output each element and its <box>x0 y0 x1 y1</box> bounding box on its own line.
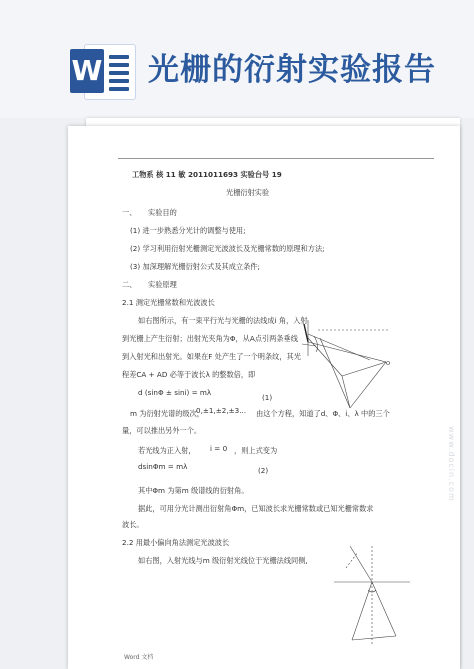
banner <box>0 0 474 118</box>
subsection-2-1: 2.1 测定光栅常数和光波波长 <box>122 298 215 307</box>
text-line-5a: m 为衍射光谱的级次， <box>130 409 204 418</box>
diffraction-diagram <box>300 316 400 416</box>
watermark: www.docin.com <box>447 426 456 502</box>
header-line: 工物系 核 11 敏 2011011693 实验台号 19 <box>132 170 282 179</box>
equation-number-1: (1) <box>262 393 273 402</box>
section-2-number: 二、 <box>122 280 137 289</box>
minimum-deviation-diagram <box>332 544 412 648</box>
text-line-9: 据此，可用分光计测出衍射角Φm，已知波长求光栅常数或已知光栅常数求 <box>138 504 374 513</box>
formula-1: d (sinΦ ± sini) = mλ <box>138 388 212 397</box>
page-title: 光栅的衍射实验报告 <box>148 52 436 88</box>
text-line-2: 到光栅上产生衍射；出射光夹角为Φ，从A点引两条垂线 <box>122 334 298 343</box>
header-rule <box>118 158 434 159</box>
section-1-title: 实验目的 <box>148 208 177 217</box>
document-page <box>68 126 460 669</box>
purpose-item-2: (2) 学习利用衍射光栅测定光波波长及光栅常数的原理和方法; <box>130 244 325 253</box>
word-logo-letter: W <box>70 49 104 93</box>
text-line-7a: 若光线为正入射， <box>138 446 196 455</box>
normal-incidence: i = 0 <box>210 444 228 453</box>
text-line-3: 到入射光和出射光。如果在F 处产生了一个明条纹，其光 <box>122 352 301 361</box>
doc-title: 光栅衍射实验 <box>226 188 270 197</box>
text-line-8: 其中Φm 为第m 级谱线的衍射角。 <box>138 486 249 495</box>
formula-2: dsinΦm = mλ <box>138 462 188 471</box>
section-1-number: 一、 <box>122 208 137 217</box>
text-line-1: 如右图所示，有一束平行光与光栅的法线成i 角，入射 <box>138 316 308 325</box>
order-values: 0,±1,±2,±3... <box>196 406 247 415</box>
text-line-10: 波长。 <box>122 520 144 529</box>
purpose-item-1: (1) 进一步熟悉分光计的调整与使用; <box>130 226 246 235</box>
subsection-2-2: 2.2 用最小偏向角法测定光波波长 <box>122 538 230 547</box>
equation-number-2: (2) <box>258 466 269 475</box>
text-line-7c: ，则上式变为 <box>234 446 278 455</box>
text-line-4: 程差CA + AD 必等于波长λ 的整数倍，即 <box>122 370 256 379</box>
text-line-5c: 由这个方程，知道了d、Φ、i、λ 中的三个 <box>256 409 390 418</box>
footer-label: Word 文档 <box>124 654 154 661</box>
section-2-title: 实验原理 <box>148 280 177 289</box>
word-icon <box>70 42 134 100</box>
text-line-6: 量，可以推出另外一个。 <box>122 426 202 435</box>
purpose-item-3: (3) 加深理解光栅衍射公式及其成立条件; <box>130 262 260 271</box>
text-line-11: 如右图，入射光线与m 级衍射光线位于光栅法线同侧, <box>138 556 308 565</box>
